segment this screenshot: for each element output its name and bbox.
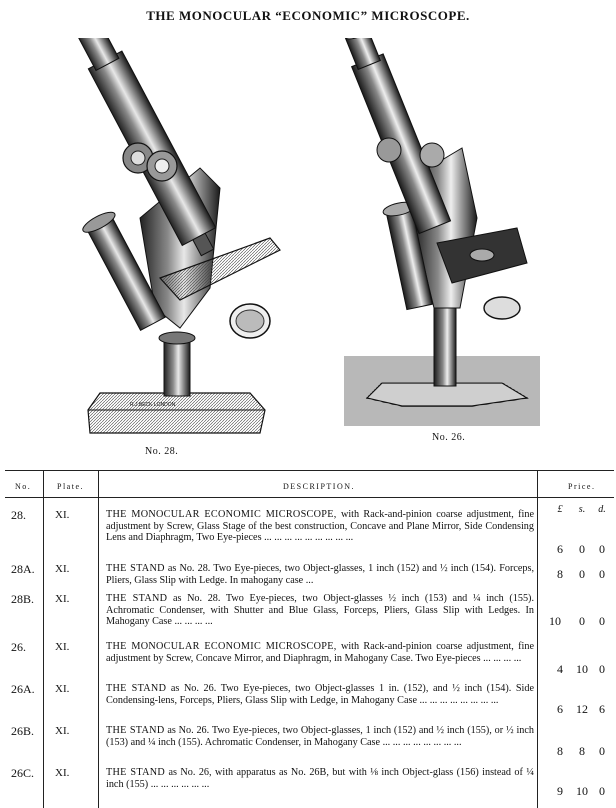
price-pence: 0 [599,784,605,798]
currency-pence: d. [598,504,606,515]
currency-shillings: s. [578,504,586,515]
figure-caption-26: No. 26. [432,432,466,443]
header-description: DESCRIPTION. [283,482,356,491]
row-lead: THE MONOCULAR ECONOMIC MICROSCOPE, [106,641,337,652]
row-number: 26A. [11,682,35,696]
row-description [106,593,534,628]
price-pounds: 4 [557,662,563,676]
price-shillings: 10 [576,784,588,798]
engraving-text: R.J.BECK LONDON [130,402,176,408]
table-row [5,509,614,567]
header-no: No. [15,482,32,491]
row-description [106,509,534,544]
table-row [5,563,614,591]
row-plate: XI. [55,509,70,521]
row-plate: XI. [55,593,70,605]
currency-pounds: £ [557,504,563,515]
row-desc-text: as No. 28. Two Eye-pieces, two Object-glasses, 1 inch (152) and ½ inch (154). Forceps, Pliers, Glass Slip with Ledge. In mahogany case ... [106,563,534,586]
table-row [5,767,614,807]
price-shillings: 0 [579,567,585,581]
row-desc-text: with Rack-and-pinion coarse adjustment, fine adjustment by Screw, Glass Stage of the best construction, Concave and Plane Mirror, Side Condensing Lens and Diaphragm, Two Eye-pieces ... ... ... ... ... ... ... ... ... [106,509,534,543]
price-pounds: 6 [557,702,563,716]
row-plate: XI. [55,725,70,737]
row-desc-text: with Rack-and-pinion coarse adjustment, fine adjustment by Screw, Concave Mirror, and Diaphragm, in Mahogany Case. Two Eye-pieces ... ... ... ... [106,641,534,664]
row-desc-text: as No. 28. Two Eye-pieces, two Object-glasses ½ inch (153) and ¼ inch (155). Achromatic Condenser, with Shutter and Blue Glass, Forceps, Pliers, Glass Slip with Ledges. In Mahogany Case ... ... ... ... [106,593,534,627]
price-shillings: 10 [576,662,588,676]
price-pence: 0 [599,567,605,581]
price-pence: 0 [599,614,605,628]
row-description [106,725,534,748]
price-pence: 0 [599,744,605,758]
table-row [5,641,614,681]
microscope-no-26-illustration [342,38,542,428]
table-row [5,683,614,723]
row-number: 28B. [11,592,35,606]
row-number: 28. [11,508,26,522]
row-description [106,563,534,586]
header-plate: Plate. [57,482,84,491]
row-lead: THE STAND [106,593,168,604]
row-lead: THE STAND [106,767,166,778]
table-row [5,725,614,765]
row-description [106,683,534,706]
microscope-no-28-illustration [60,38,310,443]
price-pounds: 6 [557,542,563,556]
row-number: 26B. [11,724,35,738]
row-plate: XI. [55,641,70,653]
row-desc-text: as No. 26. Two Eye-pieces, two Object-glasses, 1 inch (152) and ½ inch (155), or ½ inch (153) and ¼ inch (155). Achromatic Condenser, in Mahogany Case ... ... ... ... ... ... ... ... [106,725,534,748]
header-price: Price. [568,482,596,491]
price-pounds: 8 [557,567,563,581]
price-shillings: 12 [576,702,588,716]
price-pence: 6 [599,702,605,716]
price-shillings: 8 [579,744,585,758]
row-number: 26. [11,640,26,654]
page-title: THE MONOCULAR “ECONOMIC” MICROSCOPE. [146,8,470,23]
row-plate: XI. [55,683,70,695]
price-pounds: 9 [557,784,563,798]
price-pounds: 10 [549,614,561,628]
row-number: 28A. [11,562,35,576]
row-lead: THE STAND [106,683,167,694]
table-header [5,471,614,498]
price-shillings: 0 [579,614,585,628]
row-number: 26C. [11,766,35,780]
row-lead: THE STAND [106,725,165,736]
row-lead: THE MONOCULAR ECONOMIC MICROSCOPE, [106,509,337,520]
row-description [106,641,534,664]
row-plate: XI. [55,767,70,779]
figure-caption-28: No. 28. [145,446,179,457]
price-pounds: 8 [557,744,563,758]
row-desc-text: as No. 26. Two Eye-pieces, two Object-glasses 1 in. (152), and ½ inch (154). Side Condensing-lens, Forceps, Pliers, Glass Slip with Ledge, in Mahogany Case ... ... ... ... ... ... ... ... [106,683,534,706]
price-table [5,470,614,808]
row-plate: XI. [55,563,70,575]
price-pence: 0 [599,542,605,556]
price-pence: 0 [599,662,605,676]
table-row [5,593,614,633]
row-lead: THE STAND [106,563,165,574]
price-shillings: 0 [579,542,585,556]
row-desc-text: as No. 26, with apparatus as No. 26B, but with ⅛ inch Object-glass (156) instead of ¼ inch (155) ... ... ... ... ... ... [106,767,534,790]
row-description [106,767,534,790]
